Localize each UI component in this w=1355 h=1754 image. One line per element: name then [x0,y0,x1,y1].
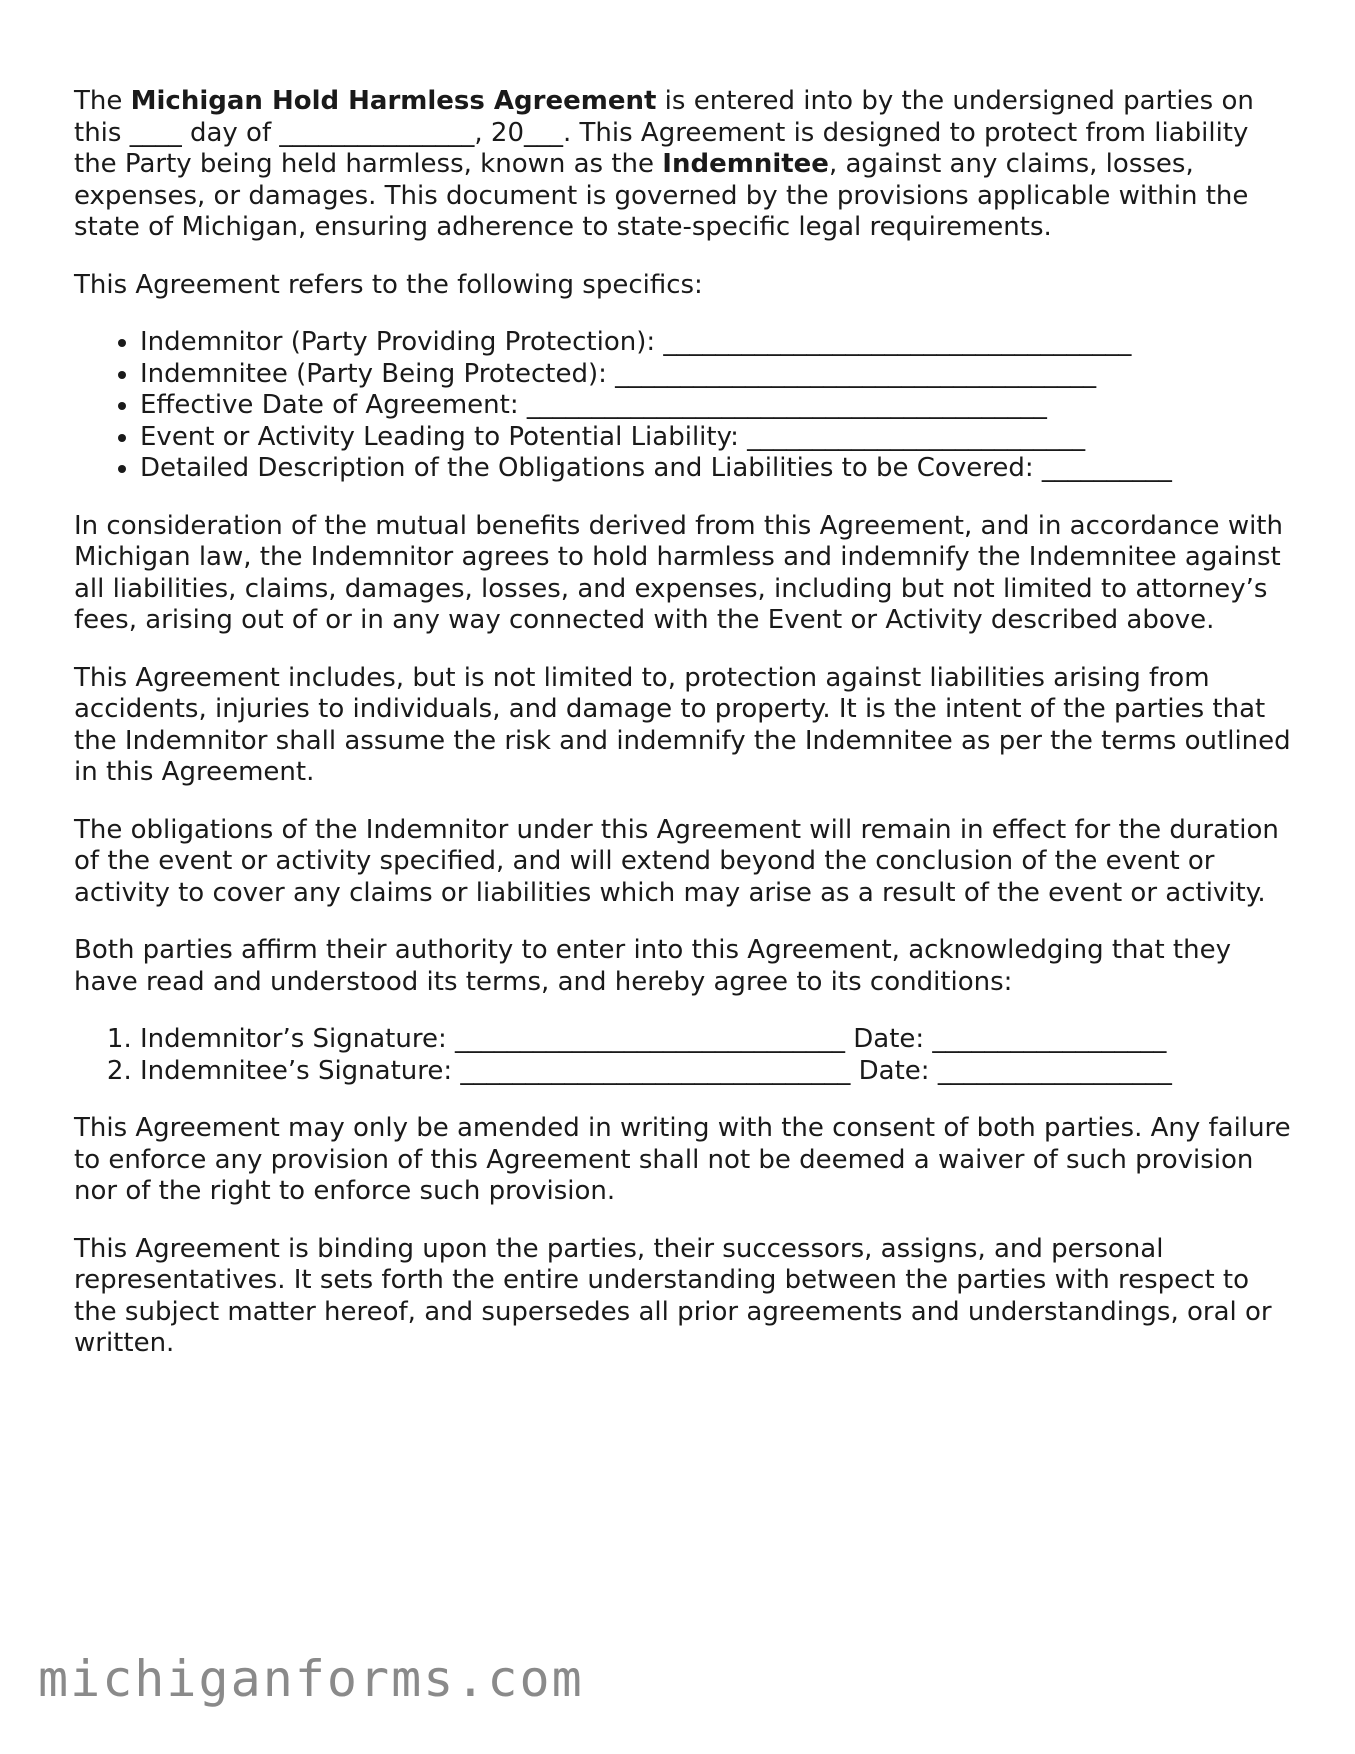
affirmation-paragraph: Both parties affirm their authority to enter into this Agreement, acknowledging that they have read and understood its terms, and hereby agree to its conditions: [74,935,1231,997]
document-body [74,86,1294,1386]
specific-effective-date: • Effective Date of Agreement: ________________________________________ [140,390,1294,422]
intro-middle: is entered into by the undersigned parties on this ____ day of _______________, 20___. This Agreement is designed to protect from liability the Party being held harmless, known as the [74,86,1254,179]
specific-indemnitor: • Indemnitor (Party Providing Protection): ____________________________________ [140,327,1294,359]
intro-paragraph [74,86,1294,244]
intro-suffix: , against any claims, losses, expenses, or damages. This document is governed by the provisions applicable within the state of Michigan, ensuring adherence to state-specific legal requirements. [74,149,1249,242]
amendment-paragraph: This Agreement may only be amended in writing with the consent of both parties. Any failure to enforce any provision of this Agreement shall not be deemed a waiver of such provision nor of the right to enforce such provision. [74,1113,1291,1206]
specific-indemnitee: • Indemnitee (Party Being Protected): _____________________________________ [140,359,1294,391]
intro-prefix: The [74,86,131,116]
watermark: michiganforms.com [38,1650,584,1708]
indemnitee-term: Indemnitee [662,149,829,179]
signature-list [74,1024,1294,1087]
protection-paragraph: This Agreement includes, but is not limited to, protection against liabilities arising from accidents, injuries to individuals, and damage to property. It is the intent of the parties that the Indemnitor shall assume the risk and indemnify the Indemnitee as per the terms outlined in this Agreement. [74,662,1291,787]
specifics-list [74,327,1294,485]
specific-description: • Detailed Description of the Obligations and Liabilities to be Covered: __________ [140,453,1294,485]
binding-paragraph: This Agreement is binding upon the parties, their successors, assigns, and personal representatives. It sets forth the entire understanding between the parties with respect to the subject matter hereof, and supersedes all prior agreements and understandings, oral or written. [74,1233,1272,1358]
consideration-paragraph: In consideration of the mutual benefits derived from this Agreement, and in accordance with Michigan law, the Indemnitor agrees to hold harmless and indemnify the Indemnitee against all liabilities, claims, damages, losses, and expenses, including but not limited to attorney’s fees, arising out of or in any way connected with the Event or Activity described above. [74,510,1283,635]
specific-event: • Event or Activity Leading to Potential Liability: __________________________ [140,422,1294,454]
indemnitee-signature-line: 2. Indemnitee’s Signature: ______________________________ Date: __________________ [140,1056,1294,1088]
obligations-paragraph: The obligations of the Indemnitor under this Agreement will remain in effect for the duration of the event or activity specified, and will extend beyond the conclusion of the event or activity to cover any claims or liabilities which may arise as a result of the event or activity. [74,814,1279,908]
indemnitor-signature-line: 1. Indemnitor’s Signature: ______________________________ Date: __________________ [140,1024,1294,1056]
agreement-title: Michigan Hold Harmless Agreement [130,86,657,116]
specifics-heading: This Agreement refers to the following specifics: [74,269,703,300]
